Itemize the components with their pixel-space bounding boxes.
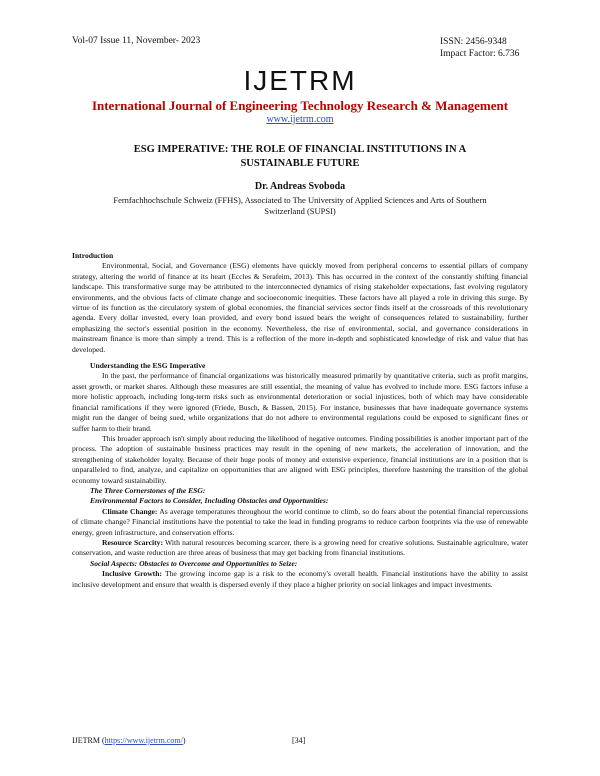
section-heading-introduction: Introduction: [72, 251, 114, 260]
logo-text: IJETRM: [243, 65, 357, 96]
affiliation-line-2: Switzerland (SUPSI): [264, 206, 336, 216]
issn: ISSN: 2456-9348: [440, 37, 507, 47]
author-affiliation: [90, 195, 510, 217]
text-resource-scarcity: With natural resources becoming scarcer, there is a growing need for creative solutions. Sustainable agriculture, water conservation, and waste reduction are three areas of business that may get backing from financial institutions.: [72, 537, 528, 558]
paragraph-climate-change: [72, 507, 528, 538]
section-heading-understanding: Understanding the ESG Imperative: [90, 361, 206, 371]
volume-info: Vol-07 Issue 11, November- 2023: [72, 36, 201, 46]
paragraph-inclusive-growth: [72, 569, 528, 590]
article-title: [110, 143, 490, 171]
footer-link[interactable]: https://www.ijetrm.com/: [104, 736, 183, 745]
label-inclusive-growth: Inclusive Growth:: [102, 569, 162, 579]
journal-name: International Journal of Engineering Technology Research & Management: [91, 98, 509, 113]
paragraph-understanding-1: In the past, the performance of financial organizations was historically measured primarily by quantitative criteria, such as profit margins, asset growth, or market shares. Although these measures are still essential, the meaning of value has evolved to include more. ESG factors infuse a more holistic approach, including long-term risks such as environmental deterioration or social injustices, both of which may have considerable financial ramifications if they were ignored (Friede, Busch, & Bassen, 2015). For instance, businesses that have inadequate governance systems might run the danger of being sued, while organizations that do not adhere to environmental regulations could be exposed to significant fines or suffer harm to their brand.: [72, 371, 528, 433]
journal-logo: [0, 66, 600, 96]
paragraph-understanding-2: This broader approach isn't simply about reducing the likelihood of negative outcomes. Finding possibilities is another important part of the process. The adoption of sustainable business practices may result in the opening of new markets, the acceleration of innovation, and the strengthening of stakeholder loyalty. Because of their huge pools of money and extensive experience, financial institutions are in a position that is unparalleled to find, analyze, and capitalize on opportunities that are aligned with ESG principles, therefore hastening the transition of the global economy toward sustainability.: [72, 433, 528, 485]
affiliation-line-1: Fernfachhochschule Schweiz (FFHS), Associated to The University of Applied Sciences and Arts of Southern: [113, 195, 487, 205]
label-resource-scarcity: Resource Scarcity:: [102, 537, 163, 547]
subheading-cornerstones: The Three Cornerstones of the ESG:: [90, 485, 206, 495]
subheading-social: Social Aspects: Obstacles to Overcome and Opportunities to Seize:: [90, 558, 298, 568]
paragraph-introduction: Environmental, Social, and Governance (ESG) elements have quickly moved from peripheral concerns to essential pillars of company strategy, altering the world of finance at its heart (Eccles & Serafeim, 2013). This has occurred in the context of the constantly shifting financial landscape. This transformative surge may be attributed to the interconnected dynamics of rising stakeholder expectations, fast evolving regulatory environments, and the obvious facts of climate change and socioeconomic inequities. These factors have all played a role in driving this surge. By virtue of its function as the circulatory system of global economies, the financial services sector finds itself at the crossroads of this revolutionary agenda. Every dollar invested, every loan provided, and every bond issued bears the weight of consequences related to sustainability, further emphasizing the sector's essential position in the economy. Nevertheless, the rise of environmental, social, and governance considerations in mainstream finance is more than simply a trend. This is a reflection of the more in-depth and sophisticated knowledge of risk and value that has developed.: [72, 261, 528, 354]
title-line-1: ESG IMPERATIVE: THE ROLE OF FINANCIAL INSTITUTIONS IN A: [133, 144, 467, 155]
paragraph-resource-scarcity: [72, 538, 528, 559]
page-number: [34]: [292, 736, 306, 745]
text-climate-change: As average temperatures throughout the world continue to climb, so do fears about the potential financial repercussions of climate change? Financial institutions have the potential to take the lead in funding programs to reduce carbon footprints via the use of renewable energy, green infrastructure, and conservation efforts.: [72, 506, 528, 537]
footer-journal: [72, 736, 185, 745]
journal-url[interactable]: www.ijetrm.com: [266, 114, 334, 125]
subheading-environmental: Environmental Factors to Consider, Including Obstacles and Opportunities:: [90, 496, 329, 506]
text-inclusive-growth: The growing income gap is a risk to the economy's overall health. Financial institutions have the ability to assist inclusive development and ensure that wealth is dispersed evenly if they place a higher priority on social linkages and impact investments.: [72, 569, 529, 589]
title-line-2: SUSTAINABLE FUTURE: [240, 158, 360, 169]
impact-factor: Impact Factor: 6.736: [440, 49, 520, 59]
issn-block: [440, 36, 519, 60]
footer-prefix: IJETRM (: [72, 736, 105, 745]
footer-suffix: ): [182, 736, 186, 745]
article-body: [72, 251, 528, 590]
author-name: Dr. Andreas Svoboda: [254, 181, 346, 192]
label-climate-change: Climate Change:: [102, 506, 158, 516]
